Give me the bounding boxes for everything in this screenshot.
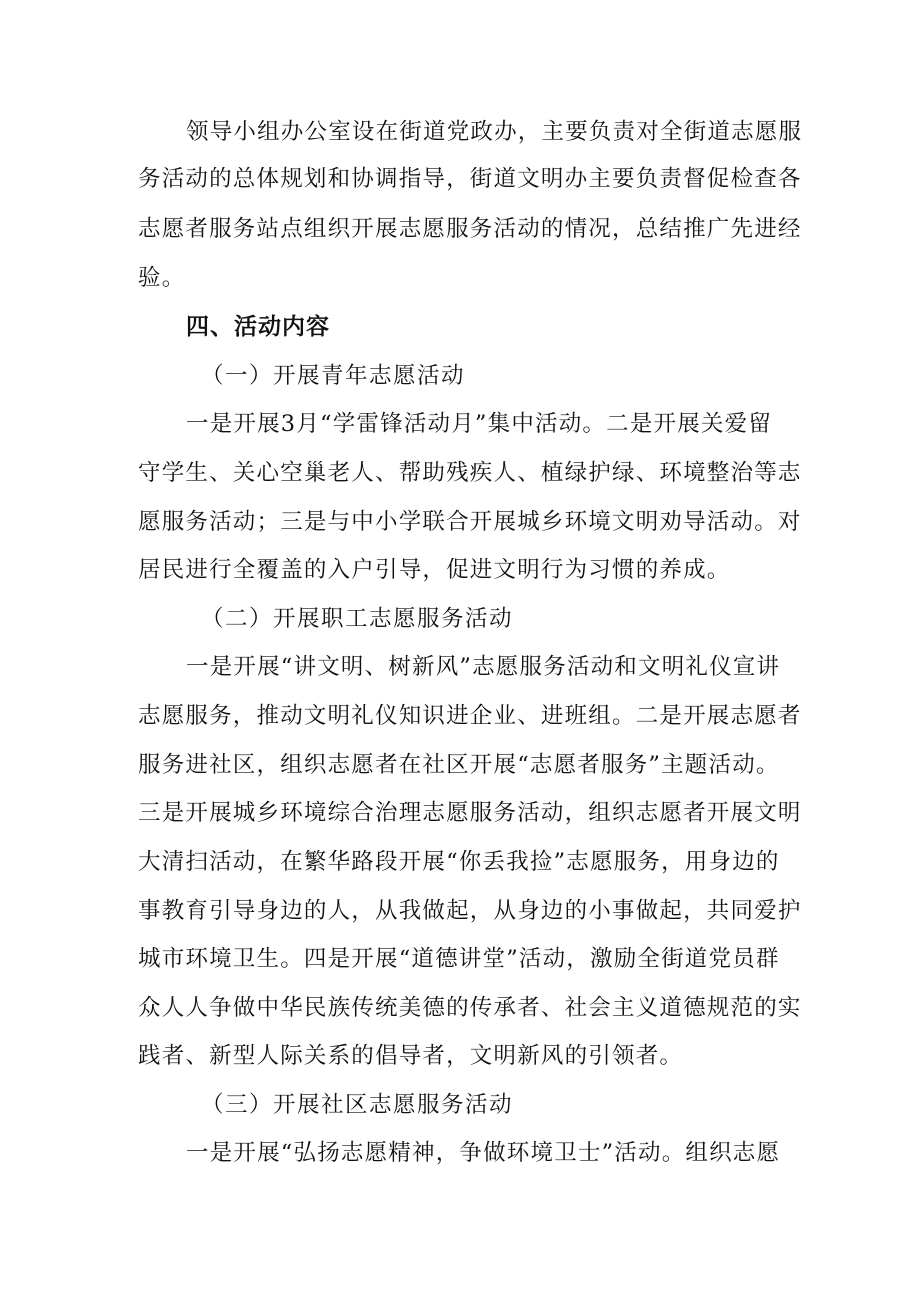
- paragraph-line: 志愿者服务站点组织开展志愿服务活动的情况，总结推广先进经: [138, 216, 802, 242]
- paragraph-line: 大清扫活动，在繁华路段开展“你丢我捡”志愿服务，用身边的: [138, 849, 780, 875]
- paragraph-line: 一是开展“弘扬志愿精神，争做环境卫士”活动。组织志愿: [186, 1140, 781, 1166]
- subsection-heading: （二）开展职工志愿服务活动: [201, 606, 514, 632]
- paragraph-line: 践者、新型人际关系的倡导者，文明新风的引领者。: [138, 1043, 684, 1069]
- paragraph-line: 愿服务活动；三是与中小学联合开展城乡环境文明劝导活动。对: [138, 509, 802, 535]
- paragraph-line: 三是开展城乡环境综合治理志愿服务活动，组织志愿者开展文明: [138, 800, 802, 826]
- paragraph-line: 领导小组办公室设在街道党政办，主要负责对全街道志愿服: [186, 119, 803, 145]
- paragraph-line: 城市环境卫生。四是开展“道德讲堂”活动，激励全街道党员群: [138, 946, 780, 972]
- paragraph-line: 众人人争做中华民族传统美德的传承者、社会主义道德规范的实: [138, 995, 802, 1021]
- paragraph-line: 一是开展“讲文明、树新风”志愿服务活动和文明礼仪宣讲: [186, 654, 781, 680]
- paragraph-line: 事教育引导身边的人，从我做起，从身边的小事做起，共同爱护: [138, 898, 802, 924]
- paragraph-line: 一是开展3月“学雷锋活动月”集中活动。二是开展关爱留: [186, 411, 773, 437]
- paragraph-line: 居民进行全覆盖的入户引导，促进文明行为习惯的养成。: [138, 557, 731, 583]
- paragraph-line: 守学生、关心空巢老人、帮助残疾人、植绿护绿、环境整治等志: [138, 460, 802, 486]
- paragraph-line: 志愿服务，推动文明礼仪知识进企业、进班组。二是开展志愿者: [138, 703, 802, 729]
- paragraph-line: 务活动的总体规划和协调指导，街道文明办主要负责督促检查各: [138, 166, 802, 192]
- subsection-heading: （一）开展青年志愿活动: [201, 363, 466, 389]
- paragraph-line: 服务进社区，组织志愿者在社区开展“志愿者服务”主题活动。: [138, 752, 780, 778]
- paragraph-line: 验。: [138, 265, 186, 291]
- section-heading: 四、活动内容: [186, 314, 330, 340]
- subsection-heading: （三）开展社区志愿服务活动: [201, 1092, 514, 1118]
